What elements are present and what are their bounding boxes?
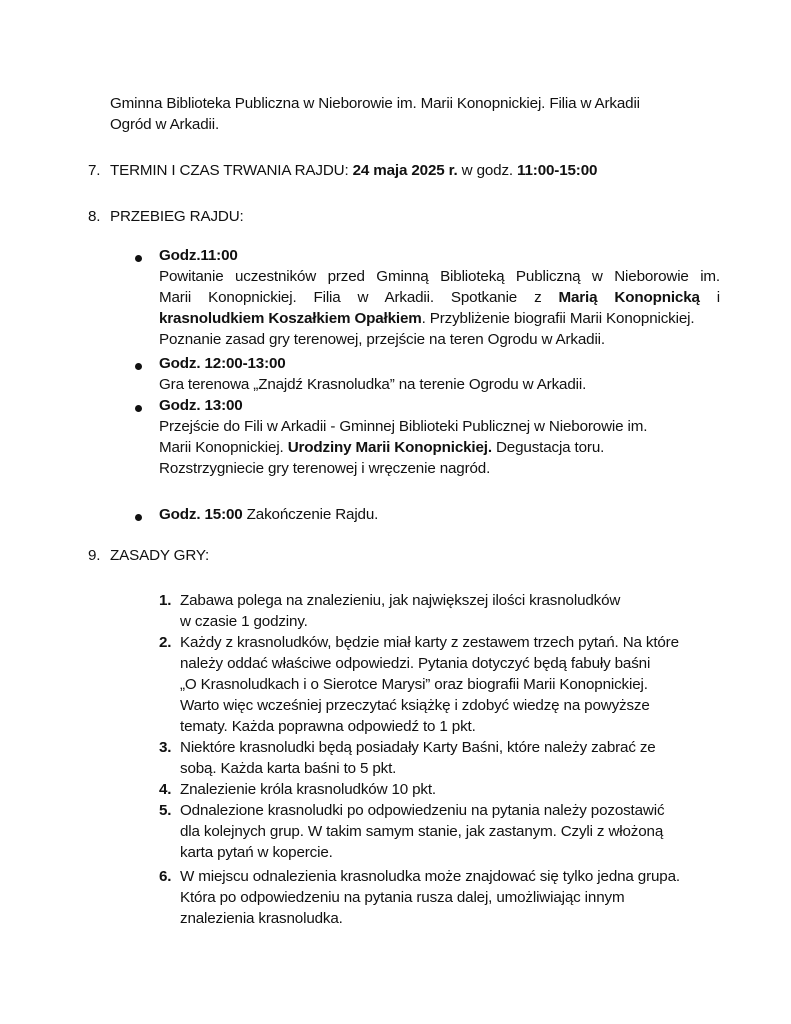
rule-1-line-2: w czasie 1 godziny. — [180, 613, 308, 630]
rule-5-line-2: dla kolejnych grup. W takim samym stanie, jak zastanym. Czyli z włożoną — [180, 823, 664, 840]
rule-6-line-1: W miejscu odnalezienia krasnoludka może znajdować się tylko jedna grupa. — [180, 868, 680, 885]
intro-line-1: Gminna Biblioteka Publiczna w Nieborowie im. Marii Konopnickiej. Filia w Arkadii — [110, 95, 640, 112]
schedule-text-1-line-2: Marii Konopnickiej. Filia w Arkadii. Spotkanie z Marią Konopnicką i — [159, 289, 720, 306]
rule-3-line-2: sobą. Każda karta baśni to 5 pkt. — [180, 760, 397, 777]
bullet-icon — [135, 255, 142, 262]
rule-number-2: 2. — [159, 634, 172, 651]
rule-2-line-3: „O Krasnoludkach i o Sierotce Marysi” oraz biografii Marii Konopnickiej. — [180, 676, 648, 693]
schedule-text-1-line-1: Powitanie uczestników przed Gminną Biblioteką Publiczną w Nieborowie im. — [159, 268, 720, 285]
section-8-heading: PRZEBIEG RAJDU: — [110, 208, 244, 225]
rule-2-line-2: należy oddać właściwe odpowiedzi. Pytania dotyczyć będą fabuły baśni — [180, 655, 651, 672]
rule-5-line-3: karta pytań w kopercie. — [180, 844, 333, 861]
rule-number-5: 5. — [159, 802, 172, 819]
section-7-heading — [110, 160, 597, 181]
schedule-text-3-line-1: Przejście do Fili w Arkadii - Gminnej Biblioteki Publicznej w Nieborowie im. — [159, 418, 648, 435]
bullet-icon — [135, 514, 142, 521]
rule-number-4: 4. — [159, 781, 172, 798]
rule-6-line-2: Która po odpowiedzeniu na pytania rusza dalej, umożliwiając innym — [180, 889, 625, 906]
schedule-time-2: Godz. 12:00-13:00 — [159, 355, 286, 372]
rule-number-1: 1. — [159, 592, 172, 609]
rule-2-line-4: Warto więc wcześniej przeczytać książkę i zdobyć wiedzę na powyższe — [180, 697, 650, 714]
section-9-heading: ZASADY GRY: — [110, 547, 210, 564]
bullet-icon — [135, 405, 142, 412]
schedule-item-4: Godz. 15:00 Zakończenie Rajdu. — [159, 506, 379, 523]
schedule-text-3-line-2: Marii Konopnickiej. Urodziny Marii Konopnickiej. Degustacja toru. — [159, 439, 605, 456]
rule-6-line-3: znalezienia krasnoludka. — [180, 910, 343, 927]
section-7-mid: w godz. — [457, 162, 518, 179]
rule-number-6: 6. — [159, 868, 172, 885]
bullet-icon — [135, 363, 142, 370]
schedule-text-2-line-1: Gra terenowa „Znajdź Krasnoludka” na terenie Ogrodu w Arkadii. — [159, 376, 587, 393]
schedule-text-1-line-4: Poznanie zasad gry terenowej, przejście na teren Ogrodu w Arkadii. — [159, 331, 605, 348]
rule-4-line-1: Znalezienie króla krasnoludków 10 pkt. — [180, 781, 437, 798]
schedule-time-3: Godz. 13:00 — [159, 397, 243, 414]
rule-5-line-1: Odnalezione krasnoludki po odpowiedzeniu na pytania należy pozostawić — [180, 802, 665, 819]
rule-3-line-1: Niektóre krasnoludki będą posiadały Karty Baśni, które należy zabrać ze — [180, 739, 656, 756]
rule-2-line-1: Każdy z krasnoludków, będzie miał karty z zestawem trzech pytań. Na które — [180, 634, 679, 651]
rule-2-line-5: tematy. Każda poprawna odpowiedź to 1 pkt. — [180, 718, 476, 735]
schedule-time-1: Godz.11:00 — [159, 247, 238, 264]
section-7-date: 24 maja 2025 r. — [352, 162, 458, 179]
intro-line-2: Ogród w Arkadii. — [110, 116, 220, 133]
rule-1-line-1: Zabawa polega na znalezieniu, jak największej ilości krasnoludków — [180, 592, 621, 609]
section-7-label: TERMIN I CZAS TRWANIA RAJDU: — [110, 162, 353, 179]
section-8-number: 8. — [88, 208, 101, 225]
section-7-number: 7. — [88, 162, 101, 179]
section-9-number: 9. — [88, 547, 101, 564]
schedule-text-1-line-3: krasnoludkiem Koszałkiem Opałkiem. Przybliżenie biografii Marii Konopnickiej. — [159, 310, 695, 327]
section-7-time: 11:00-15:00 — [517, 162, 598, 179]
rule-number-3: 3. — [159, 739, 172, 756]
schedule-text-3-line-3: Rozstrzygniecie gry terenowej i wręczenie nagród. — [159, 460, 491, 477]
